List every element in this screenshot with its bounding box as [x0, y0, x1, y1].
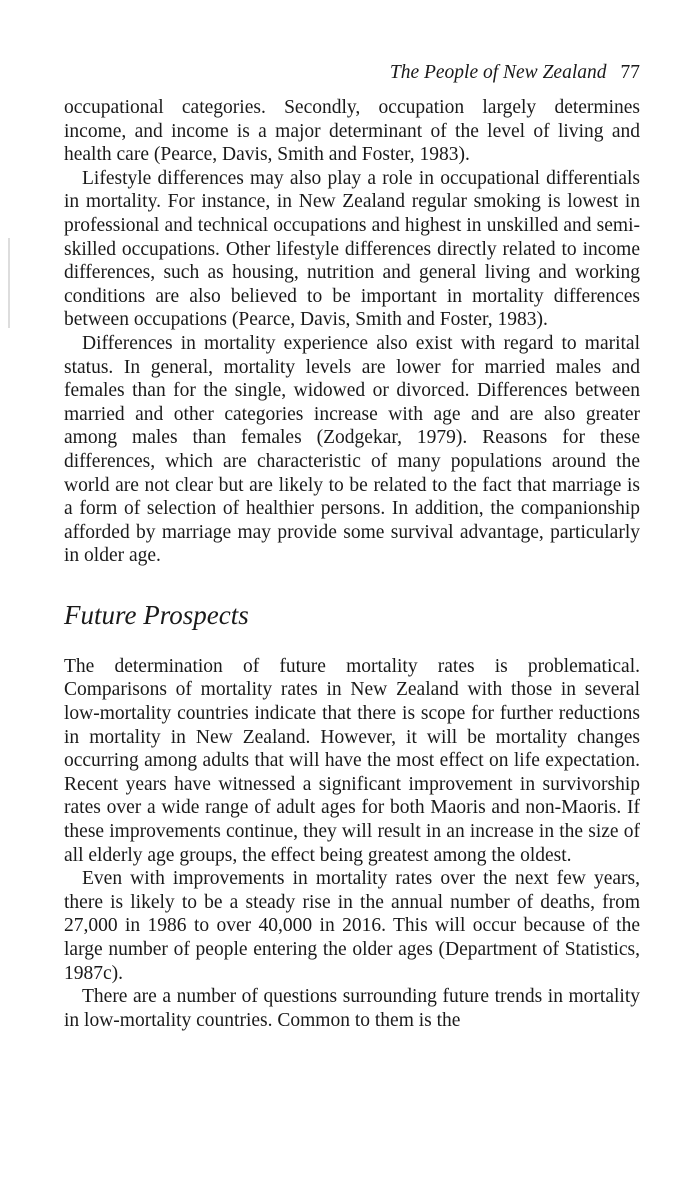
paragraph: The determination of future mortality rates is problematical. Comparisons of mortality rates in New Zealand with those in several low-mortality countries indicate that there is scope for further reductions in mortality in New Zealand. However, it will be mortality changes occurring among adults that will have the most effect on life expectation. Recent years have witnessed a significant improvement in survivorship rates over a wide range of adult ages for both Maoris and non-Maoris. If these improvements continue, they will result in an increase in the size of all elderly age groups, the effect being greatest among the oldest.: [64, 655, 640, 866]
section-heading: Future Prospects: [64, 599, 249, 630]
margin-mark: [8, 238, 10, 328]
paragraph: Differences in mortality experience also exist with regard to marital status. In general, mortality levels are lower for married males and females than for the single, widowed or divorced. Differences between married and other categories increase with age and are also greater among males than females (Zodgekar, 1979). Reasons for these differences, which are characteristic of many populations around the world are not clear but are likely to be related to the fact that marriage is a form of selection of healthier persons. In addition, the companionship afforded by marriage may provide some survival advantage, particularly in older age.: [64, 332, 640, 567]
running-head-title: The People of New Zealand: [389, 62, 607, 83]
book-page: [64, 58, 640, 1032]
paragraph: There are a number of questions surrounding future trends in mortality in low-mortality countries. Common to them is the: [64, 986, 640, 1031]
page-number: 77: [620, 62, 640, 83]
paragraph: occupational categories. Secondly, occupation largely determines income, and income is a major determinant of the level of living and health care (Pearce, Davis, Smith and Foster, 1983).: [64, 97, 640, 166]
paragraph: Even with improvements in mortality rates over the next few years, there is likely to be a steady rise in the annual number of deaths, from 27,000 in 1986 to over 40,000 in 2016. This will occur because of the large number of people entering the older ages (Department of Statistics, 1987c).: [64, 868, 640, 984]
running-head: [64, 58, 640, 88]
paragraph: Lifestyle differences may also play a role in occupational differentials in mortality. For instance, in New Zealand regular smoking is lowest in professional and technical occupations and highest in unskilled and semi-skilled occupations. Other lifestyle differences directly related to income differences, such as housing, nutrition and general living and working conditions are also believed to be important in mortality differences between occupations (Pearce, Davis, Smith and Foster, 1983).: [64, 167, 640, 331]
